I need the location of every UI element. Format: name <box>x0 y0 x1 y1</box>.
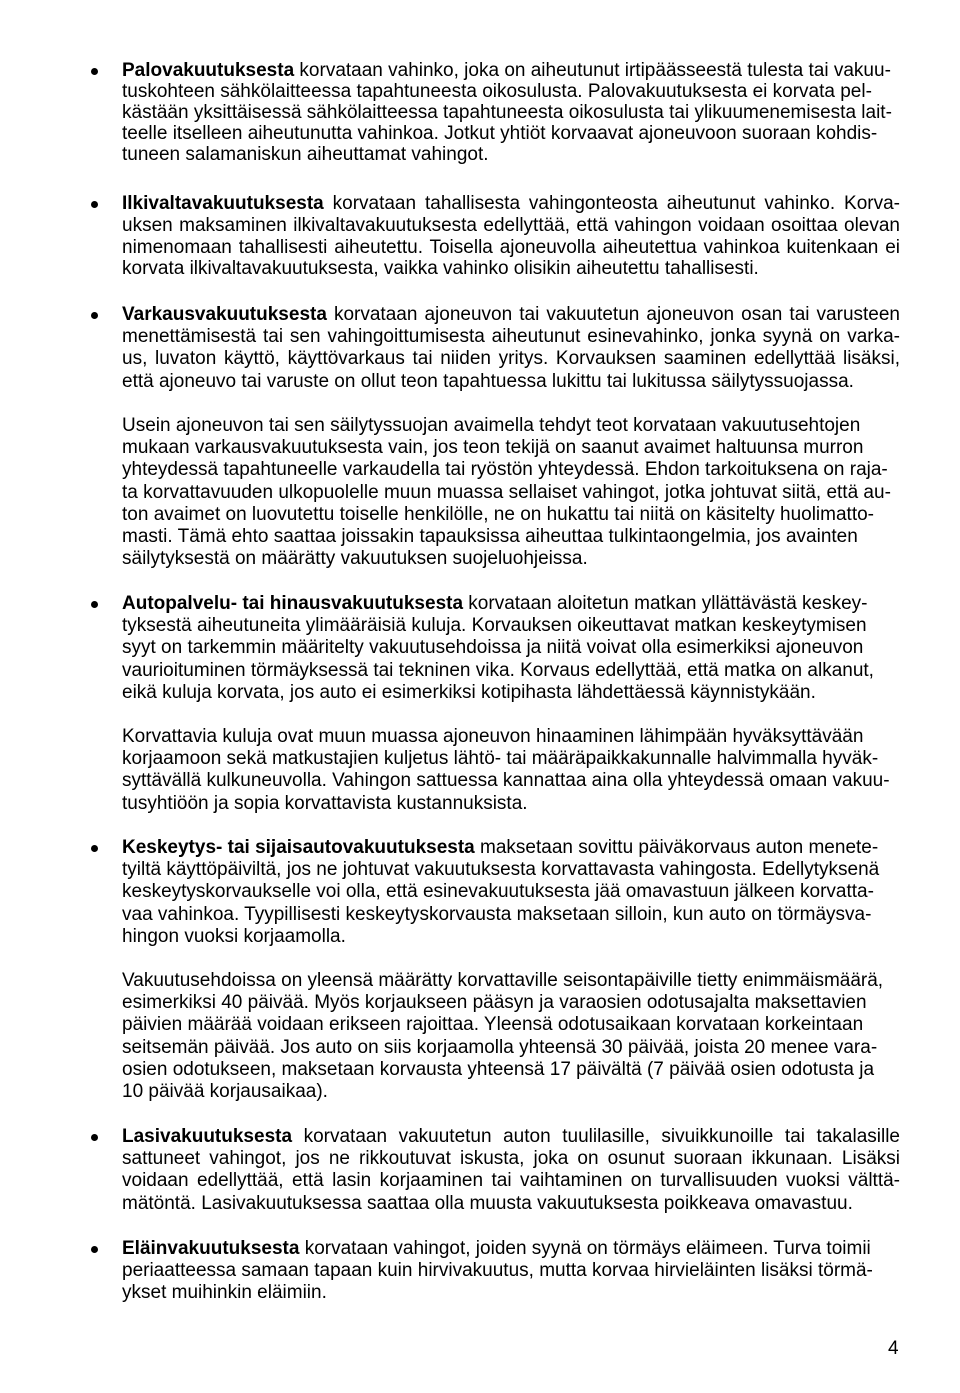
text-line: seitsemän päivää. Jos auto on siis korjaamolla yhteensä 30 päivää, joista 20 menee vara- <box>122 1036 878 1058</box>
text-line: teelle itselleen aiheutunutta vahinkoa. Jotkut yhtiöt korvaavat ajoneuvoon suoraan kohdis- <box>122 123 878 144</box>
insurance-term: Varkausvakuutuksesta <box>122 304 327 325</box>
text-line: korjaamoon sekä matkustajien kuljetus lähtö- tai määräpaikkakunnalle halvimmalla hyväk- <box>122 748 879 770</box>
insurance-term: Lasivakuutuksesta <box>122 1126 293 1147</box>
text-line: tuneen salamaniskun aiheuttamat vahingot. <box>122 144 489 165</box>
bullet-icon <box>91 1246 98 1253</box>
text-line: ykset muihinkin eläimiin. <box>122 1282 327 1304</box>
insurance-term: Ilkivaltavakuutuksesta <box>122 193 324 214</box>
text-line: syyt on tarkemmin määritelty vakuutusehdoissa ja niitä voivat olla esimerkiksi ajoneuvon <box>122 637 864 659</box>
bullet-icon <box>91 601 98 608</box>
text-line: keskeytyskorvaukselle voi olla, että esinevakuutuksesta jää omavastuun jälkeen korvatta- <box>122 881 874 903</box>
text-line: korvata ilkivaltavakuutuksesta, vaikka vahinko olisikin aiheutettu tahallisesti. <box>122 258 759 280</box>
text-line: kästään yksittäisessä sähkölaitteessa tapahtuneesta oikosulusta tai ylikuumenemisesta lait- <box>122 102 892 123</box>
text-line: säilytyksestä on määrätty vakuutuksen suojeluohjeissa. <box>122 548 588 570</box>
bullet-item-varkausvakuutus <box>122 304 900 393</box>
text-line: ta korvattavuuden ulkopuolelle muun muassa sellaiset vahingot, jotka johtuvat siitä, että au- <box>122 481 891 503</box>
insurance-term: Keskeytys- tai sijaisautovakuutuksesta <box>122 837 475 858</box>
text-line: masti. Tämä ehto saattaa joissakin tapauksissa aiheuttaa tulkintaongelmia, jos avainten <box>122 525 858 547</box>
text-line: voidaan edellyttää, että lasin korjaaminen tai vaihtaminen on turvallisuuden vuoksi välttä- <box>122 1170 900 1192</box>
lead-text: korvataan vakuutetun auton tuulilasille, sivuikkunoille tai takalasille <box>292 1126 900 1147</box>
text-line: menettämisestä tai sen vahingoittumisesta aiheutunut esinevahinko, jonka syynä on varka- <box>122 326 900 348</box>
lead-line <box>122 60 900 81</box>
lead-text: korvataan tahallisesta vahingonteosta aiheutunut vahinko. Korva- <box>323 193 900 214</box>
text-line: mukaan varkausvakuutuksesta vain, jos teon tekijä on saanut avaimet haltuunsa murron <box>122 437 864 459</box>
text-line: esimerkiksi 40 päivää. Myös korjaukseen pääsyn ja varaosien odotusajalta maksettavien <box>122 992 867 1014</box>
bullet-icon <box>91 312 98 319</box>
lead-line <box>122 1238 900 1260</box>
page-number: 4 <box>888 1338 899 1359</box>
text-line: tuskohteen sähkölaitteessa tapahtuneesta oikosulusta. Palovakuutuksesta ei korvata pel- <box>122 81 872 102</box>
text-line: ton avaimet on luovutettu toiselle henkilölle, ne on hukattu tai niitä on käsitelty huolimatto- <box>122 503 875 525</box>
text-line: tusyhtiöön ja sopia korvattavista kustannuksista. <box>122 792 528 814</box>
text-line: että ajoneuvo tai varuste on ollut teon tapahtuessa lukittu tai lukitussa säilytyssuojassa. <box>122 370 854 392</box>
text-line: periaatteessa samaan tapaan kuin hirvivakuutus, mutta korvaa hirvieläinten lisäksi törmä- <box>122 1260 873 1282</box>
text-line: hingon vuoksi korjaamolla. <box>122 925 346 947</box>
bullet-item-palovakuutus <box>122 60 900 165</box>
bullet-icon <box>91 1134 98 1141</box>
insurance-term: Autopalvelu- tai hinausvakuutuksesta <box>122 593 464 614</box>
paragraph-korvattavat-kulut <box>122 726 900 815</box>
bullet-item-autopalveluvakuutus <box>122 593 900 704</box>
bullet-item-elainvakuutus <box>122 1238 900 1305</box>
text-line: yhteydessä tapahtuneelle varkaudella tai ryöstön yhteydessä. Ehdon tarkoituksena on raja- <box>122 459 888 481</box>
text-line: Usein ajoneuvon tai sen säilytyssuojan avaimella tehdyt teot korvataan vakuutusehtojen <box>122 415 861 436</box>
insurance-term: Palovakuutuksesta <box>122 60 295 81</box>
paragraph-varkaus-avaimet <box>122 415 900 570</box>
text-line: Vakuutusehdoissa on yleensä määrätty korvattaville seisontapäiville tietty enimmäismäärä, <box>122 970 884 991</box>
text-line: syttävällä kulkuneuvolla. Vahingon sattuessa kannattaa aina olla yhteydessä omaan vakuu- <box>122 770 890 792</box>
text-line: mätöntä. Lasivakuutuksessa saattaa olla muusta vakuutuksesta poikkeava omavastuu. <box>122 1192 853 1214</box>
text-line: us, luvaton käyttö, käyttövarkaus tai niiden yritys. Korvauksen saaminen edellyttää lisäksi, <box>122 348 900 370</box>
lead-text: korvataan ajoneuvon tai vakuutetun ajoneuvon osan tai varusteen <box>326 304 900 325</box>
text-line: 10 päivää korjausaikaa). <box>122 1080 328 1102</box>
bullet-icon <box>91 201 98 208</box>
text-line: tyiltä käyttöpäiviltä, jos ne johtuvat vakuutuksesta korvattavasta vahingosta. Edellytyksenä <box>122 859 880 881</box>
bullet-item-ilkivaltavakuutus <box>122 193 900 280</box>
lead-text: korvataan aloitetun matkan yllättävästä keskey- <box>463 593 868 614</box>
lead-line <box>122 837 900 859</box>
text-line: vaurioituminen törmäyksessä tai tekninen vika. Korvaus edellyttää, että matka on alkanut, <box>122 659 874 681</box>
text-line: vaa vahinkoa. Tyypillisesti keskeytyskorvausta maksetaan silloin, kun auto on törmäysva- <box>122 903 872 925</box>
lead-text: korvataan vahingot, joiden syynä on törmäys eläimeen. Turva toimii <box>299 1238 871 1259</box>
text-line: nimenomaan tahallisesti aiheutettu. Toisella ajoneuvolla aiheutettua vahinkoa kuitenkaan ei <box>122 236 900 258</box>
text-line: osien odotukseen, maksetaan korvausta yhteensä 17 päivältä (7 päivää osien odotusta ja <box>122 1058 875 1080</box>
paragraph-seisontapaivat <box>122 970 900 1103</box>
bullet-icon <box>91 845 98 852</box>
text-line: Korvattavia kuluja ovat muun muassa ajoneuvon hinaaminen lähimpään hyväksyttävään <box>122 726 864 747</box>
lead-line <box>122 593 900 615</box>
text-line: uksen maksaminen ilkivaltavakuutuksesta edellyttää, että vahingon voidaan osoittaa olevan <box>122 214 900 236</box>
lead-text: maksetaan sovittu päiväkorvaus auton menete- <box>474 837 879 858</box>
bullet-icon <box>91 68 98 75</box>
lead-line <box>122 193 900 215</box>
text-line: päivien määrää voidaan erikseen rajoittaa. Yleensä odotusaikaan korvataan korkeintaan <box>122 1014 864 1036</box>
bullet-item-lasivakuutus <box>122 1126 900 1215</box>
lead-line <box>122 1126 900 1148</box>
bullet-item-keskeytysvakuutus <box>122 837 900 948</box>
text-line: tyksestä aiheutuneita ylimääräisiä kuluja. Korvauksen oikeuttavat matkan keskeytymisen <box>122 615 867 637</box>
text-line: sattuneet vahingot, jos ne rikkoutuvat iskusta, joka on osunut suoraan ikkunaan. Lisäksi <box>122 1148 900 1170</box>
insurance-term: Eläinvakuutuksesta <box>122 1238 300 1259</box>
text-line: eikä kuluja korvata, jos auto ei esimerkiksi kotipihasta lähdettäessä käynnistykään. <box>122 681 816 703</box>
lead-line <box>122 304 900 326</box>
lead-text: korvataan vahinko, joka on aiheutunut irtipäässeestä tulesta tai vakuu- <box>294 60 891 81</box>
